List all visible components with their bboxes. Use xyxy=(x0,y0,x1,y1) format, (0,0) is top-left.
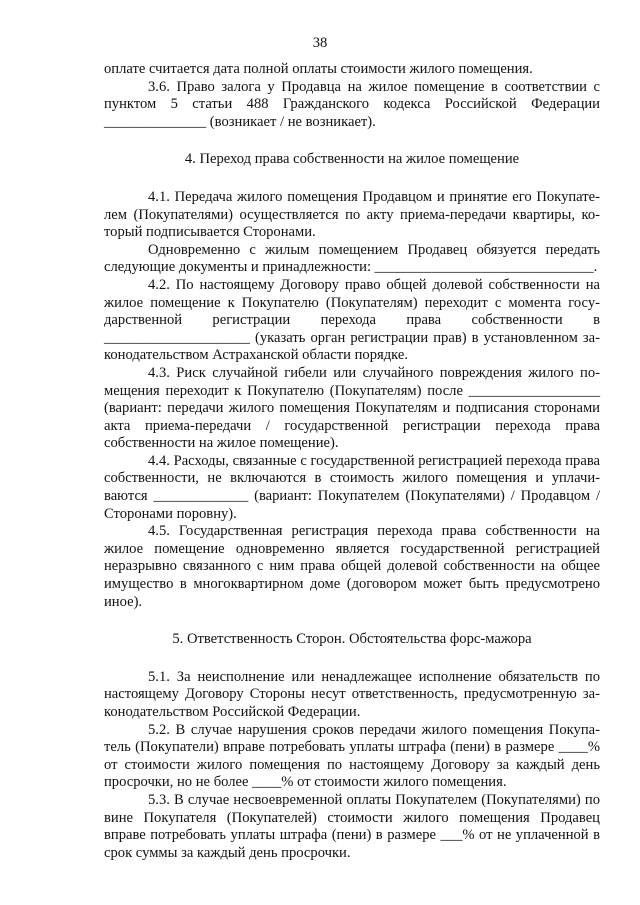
document-body xyxy=(104,61,600,862)
paragraph-continuation: оплате считается дата полной оплаты стоимости жилого помещения. xyxy=(104,61,533,77)
section-heading-5: 5. Ответственность Сторон. Обстоятельства форс-мажора xyxy=(172,631,532,648)
paragraph-4-1: 4.1. Передача жилого помещения Продавцом и принятие его Покупателем (Покупателями) осуществляется по акту приема-передачи квартиры, который подписывается Сторонами. xyxy=(104,188,600,241)
page-number: 38 xyxy=(312,35,328,51)
paragraph-5-1: 5.1. За неисполнение или ненадлежащее исполнение обязательств по настоящему Договору Стороны несут ответственность, предусмотренную законодательством Российской Федерации. xyxy=(104,668,600,720)
paragraph-5-2: 5.2. В случае нарушения сроков передачи жилого помещения Покупатель (Покупатели) вправе потребовать уплаты штрафа (пени) в размере ____% от стоимости жилого помещения по настоящему Договору за каждый день просрочки, но не более ____% от стоимости жилого помещения. xyxy=(104,721,600,791)
paragraph-4-5: 4.5. Государственная регистрация перехода права собственности на жилое помещение одновременно является государственной регистрацией неразрывно связанного с ним права общей долевой собственности на общее имущество в многоквартирном доме (договором может быть предусмотрено иное). xyxy=(104,523,600,610)
paragraph-4-1-documents: Одновременно с жилым помещением Продавец обязуется передать следующие документы и принадлежности: ______________________________. xyxy=(104,241,600,276)
section-heading-4: 4. Переход права собственности на жилое помещение xyxy=(184,151,520,168)
paragraph-5-3: 5.3. В случае несвоевременной оплаты Покупателем (Покупателями) по вине Покупателя (Покупателей) стоимости жилого помещения Продавец вправе потребовать уплаты штрафа (пени) в размере ___% от не уплаченной в срок суммы за каждый день просрочки. xyxy=(104,791,600,861)
paragraph-4-4: 4.4. Расходы, связанные с государственной регистрацией перехода права собственности, не включаются в стоимость жилого помещения и уплачиваются _____________ (вариант: Покупателем (Покупателями) / Продавцом / Сторонами поровну). xyxy=(104,452,600,522)
paragraph-4-3: 4.3. Риск случайной гибели или случайного повреждения жилого помещения переходит к Покупателю (Покупателям) после __________________ (вариант: передачи жилого помещения Покупателям и подписания сторонами акта приема-передачи / государственной регистрации перехода права собственности на жилое помещение). xyxy=(104,364,600,452)
paragraph-4-2: 4.2. По настоящему Договору право общей долевой собственности на жилое помещение к Покупателю (Покупателям) переходит с момента государственной регистрации перехода права собственности в ____________________ (указать орган регистрации прав) в установленном законодательством Астраханской области порядке. xyxy=(104,276,600,364)
paragraph-3-6: 3.6. Право залога у Продавца на жилое помещение в соответствии с пунктом 5 статьи 488 Гражданского кодекса Российской Федерации ______________ (возникает / не возникает). xyxy=(104,78,600,130)
